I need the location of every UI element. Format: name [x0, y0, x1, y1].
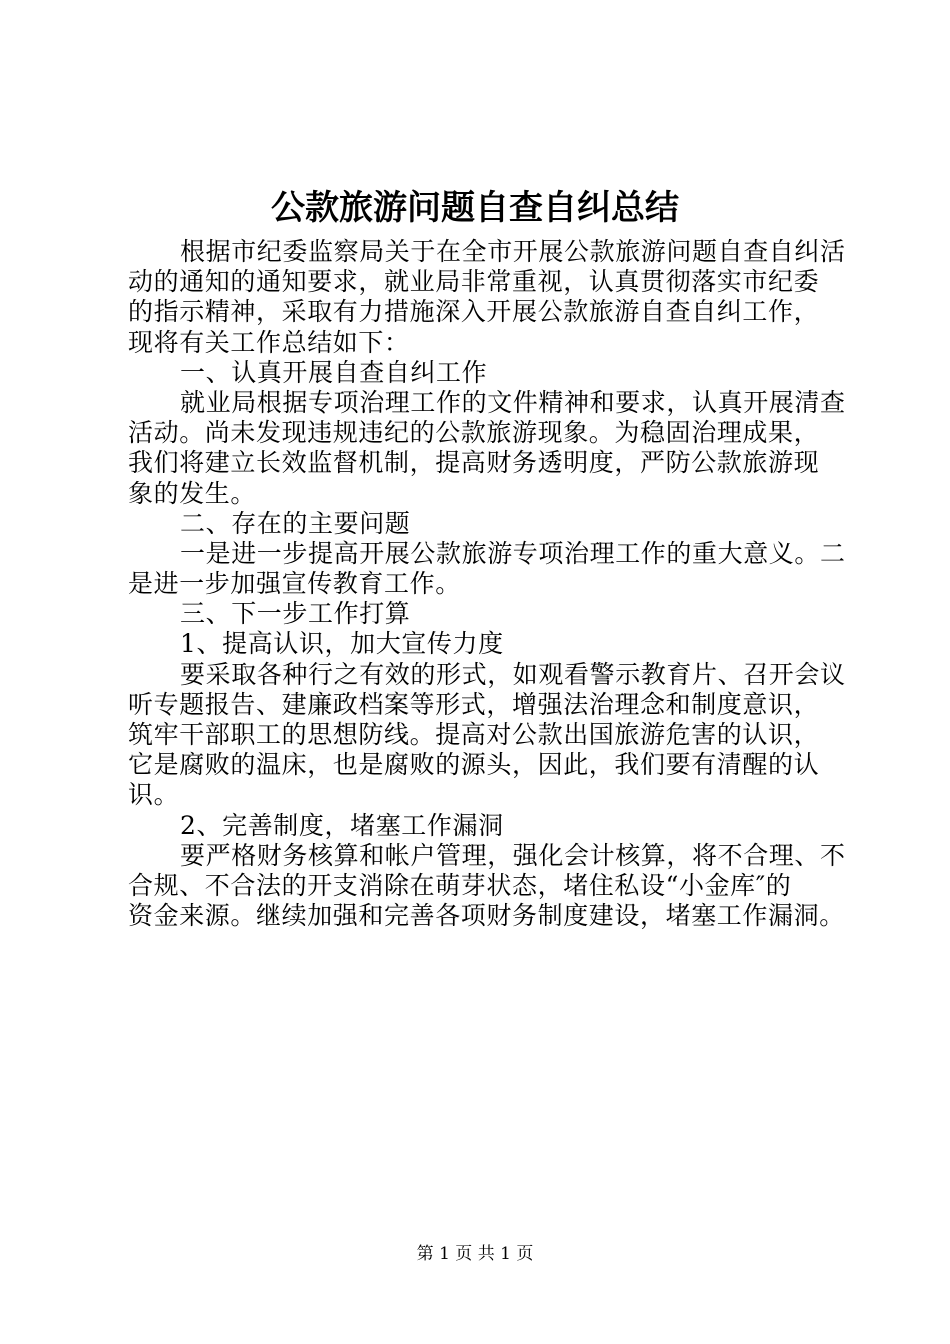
- paragraph-line: 根据市纪委监察局关于在全市开展公款旅游问题自查自纠活: [180, 237, 846, 266]
- page-total: 共 1 页: [477, 1244, 534, 1264]
- paragraph-line: 要严格财务核算和帐户管理，强化会计核算，将不合理、不: [180, 840, 846, 870]
- paragraph-line: 一是进一步提高开展公款旅游专项治理工作的重大意义。二: [180, 538, 846, 568]
- paragraph-line: 动的通知的通知要求，就业局非常重视，认真贯彻落实市纪委: [128, 267, 820, 297]
- section-heading: 三、下一步工作打算: [180, 599, 411, 629]
- paragraph-line: 就业局根据专项治理工作的文件精神和要求，认真开展清查: [180, 387, 846, 417]
- paragraph-line: 要采取各种行之有效的形式，如观看警示教育片、召开会议: [180, 659, 846, 689]
- subsection-heading: 2、完善制度，堵塞工作漏洞: [180, 810, 504, 840]
- paragraph-line: 我们将建立长效监督机制，提高财务透明度，严防公款旅游现: [128, 448, 820, 478]
- paragraph-line: 识。: [128, 780, 180, 810]
- paragraph-line: 是进一步加强宣传教育工作。: [128, 569, 461, 599]
- paragraph-line: 象的发生。: [128, 478, 257, 508]
- page-footer: [0, 1243, 950, 1265]
- section-heading: 一、认真开展自查自纠工作: [180, 357, 488, 387]
- paragraph-line: 的指示精神，采取有力措施深入开展公款旅游自查自纠工作，: [128, 297, 820, 327]
- document-title: 公款旅游问题自查自纠总结: [271, 188, 679, 228]
- section-heading: 二、存在的主要问题: [180, 508, 411, 538]
- page-number: 第 1 页: [416, 1244, 473, 1264]
- paragraph-line: 合规、不合法的开支消除在萌芽状态，堵住私设“小金库″的: [128, 870, 792, 900]
- paragraph-line: 听专题报告、建廉政档案等形式，增强法治理念和制度意识，: [128, 689, 820, 719]
- paragraph-line: 活动。尚未发现违规违纪的公款旅游现象。为稳固治理成果，: [128, 418, 820, 448]
- document-body: [128, 237, 846, 931]
- paragraph-line: 现将有关工作总结如下：: [128, 327, 410, 357]
- paragraph-line: 筑牢干部职工的思想防线。提高对公款出国旅游危害的认识，: [128, 720, 820, 749]
- paragraph-line: 它是腐败的温床，也是腐败的源头，因此，我们要有清醒的认: [128, 750, 820, 780]
- subsection-heading: 1、提高认识，加大宣传力度: [180, 629, 504, 659]
- paragraph-line: 资金来源。继续加强和完善各项财务制度建设，堵塞工作漏洞。: [128, 901, 845, 931]
